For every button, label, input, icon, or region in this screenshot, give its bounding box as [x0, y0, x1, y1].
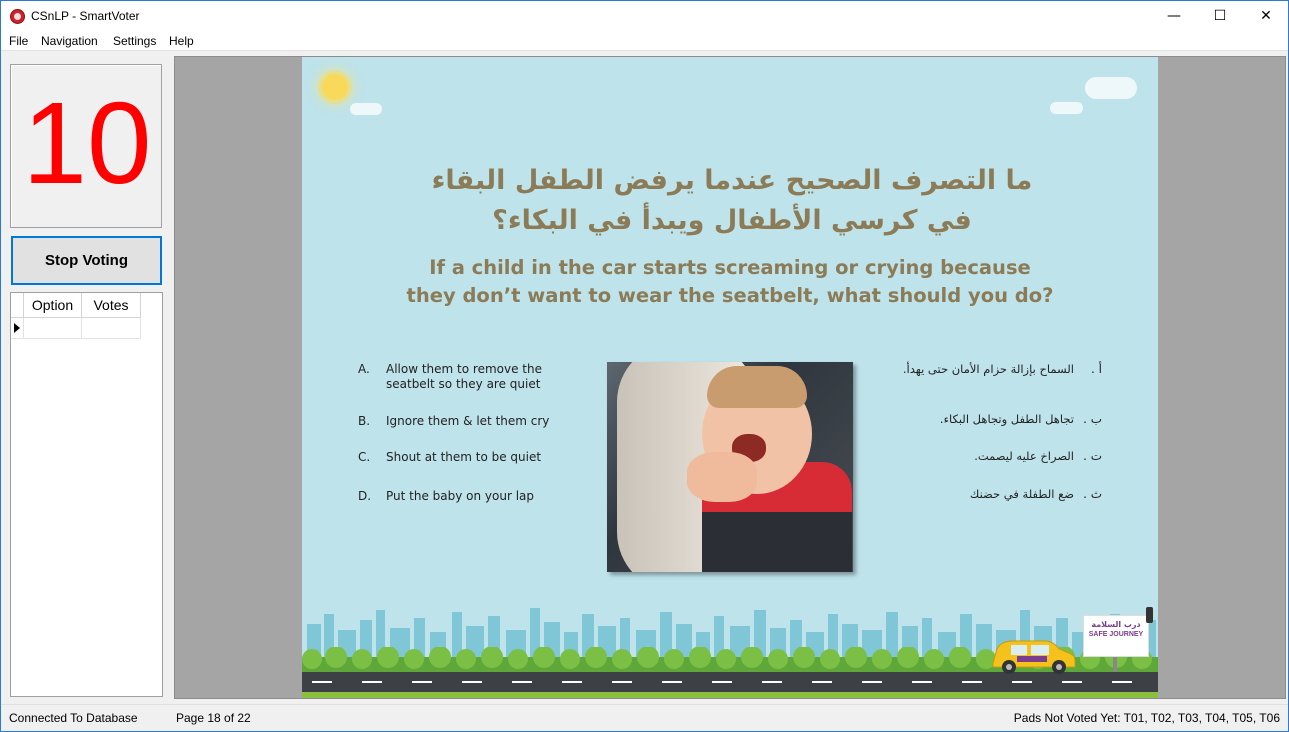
grass-strip	[302, 692, 1158, 698]
grid-cell-votes[interactable]	[82, 318, 141, 339]
menu-navigation[interactable]: Navigation	[41, 34, 98, 48]
road-marking	[862, 681, 882, 683]
grid-cell-option[interactable]	[24, 318, 82, 339]
sign-title-arabic: درب السلامة	[1091, 620, 1141, 629]
road-marking	[612, 681, 632, 683]
road-marking	[362, 681, 382, 683]
option-a-text: Allow them to remove the seatbelt so they are quiet	[386, 362, 542, 391]
menu-settings[interactable]: Settings	[113, 34, 157, 48]
countdown-panel	[10, 64, 162, 228]
current-row-arrow-icon	[14, 323, 20, 333]
title-bar	[1, 1, 1288, 31]
grid-corner-header	[11, 293, 24, 318]
taxi-car-icon	[989, 635, 1077, 675]
option-b-text: Ignore them & let them cry	[386, 414, 550, 428]
presentation-slide	[302, 57, 1158, 698]
pads-not-voted-status: Pads Not Voted Yet: T01, T02, T03, T04, T05, T06	[1013, 711, 1280, 725]
stop-voting-button[interactable]: Stop Voting	[11, 236, 162, 285]
slide-viewer	[174, 56, 1286, 699]
option-b-letter: B.	[358, 414, 371, 428]
grid-header-votes[interactable]: Votes	[82, 293, 141, 318]
grid-header-option[interactable]: Option	[24, 293, 82, 318]
road-marking	[812, 681, 832, 683]
option-c-letter: C.	[358, 450, 371, 464]
page-indicator: Page 18 of 22	[176, 711, 251, 725]
road-marking	[1112, 681, 1132, 683]
sign-post	[1113, 657, 1117, 672]
window-title: CSnLP - SmartVoter	[31, 9, 140, 23]
traffic-light-icon	[1146, 607, 1153, 623]
safe-journey-sign	[1083, 615, 1149, 657]
road-marking	[412, 681, 432, 683]
option-d-letter: D.	[358, 489, 372, 503]
option-c-text: Shout at them to be quiet	[386, 450, 542, 464]
status-bar	[1, 704, 1288, 731]
menu-help[interactable]: Help	[169, 34, 194, 48]
road-marking	[562, 681, 582, 683]
crying-child-photo	[607, 362, 853, 572]
option-d-text: Put the baby on your lap	[386, 489, 535, 503]
option-a-letter: A.	[358, 362, 370, 376]
maximize-button[interactable]: ☐	[1213, 8, 1227, 24]
option-ar-4-letter: ث .	[1083, 487, 1102, 501]
option-ar-2-letter: ب .	[1083, 412, 1102, 426]
road-marking	[712, 681, 732, 683]
cloud-icon	[1085, 77, 1137, 99]
option-ar-1-text: السماح بإزالة حزام الأمان حتى يهدأ.	[902, 362, 1074, 376]
option-ar-3-text: الصراخ عليه ليصمت.	[974, 449, 1074, 463]
menu-file[interactable]: File	[9, 34, 29, 48]
menu-bar	[1, 31, 1288, 51]
connection-status: Connected To Database	[9, 711, 138, 725]
countdown-number: 10	[22, 78, 152, 208]
option-ar-1-letter: أ .	[1091, 362, 1102, 376]
sign-title-english: SAFE JOURNEY	[1088, 631, 1144, 638]
road-marking	[312, 681, 332, 683]
option-ar-2-text: تجاهل الطفل وتجاهل البكاء.	[939, 412, 1074, 426]
road-marking	[1062, 681, 1082, 683]
road-marking	[512, 681, 532, 683]
option-ar-3-letter: ت .	[1083, 449, 1102, 463]
votes-grid[interactable]	[10, 292, 163, 697]
road-marking	[662, 681, 682, 683]
question-english: If a child in the car starts screaming or crying because they don’t want to wear the seatbelt, what should you do?	[406, 256, 1054, 307]
close-button[interactable]: ✕	[1260, 8, 1272, 24]
road-marking	[462, 681, 482, 683]
road-marking	[962, 681, 982, 683]
cloud-icon	[1050, 102, 1083, 114]
question-arabic: ما التصرف الصحيح عندما يرفض الطفل البقاء في كرسي الأطفال ويبدأ في البكاء؟	[431, 165, 1033, 236]
road-marking	[1012, 681, 1032, 683]
sun-icon	[322, 74, 348, 100]
option-ar-4-text: ضع الطفلة في حضنك	[969, 487, 1074, 501]
minimize-button[interactable]: —	[1167, 8, 1181, 24]
road-marking	[762, 681, 782, 683]
cloud-icon	[350, 103, 382, 115]
app-logo-icon	[10, 9, 25, 24]
road-marking	[912, 681, 932, 683]
